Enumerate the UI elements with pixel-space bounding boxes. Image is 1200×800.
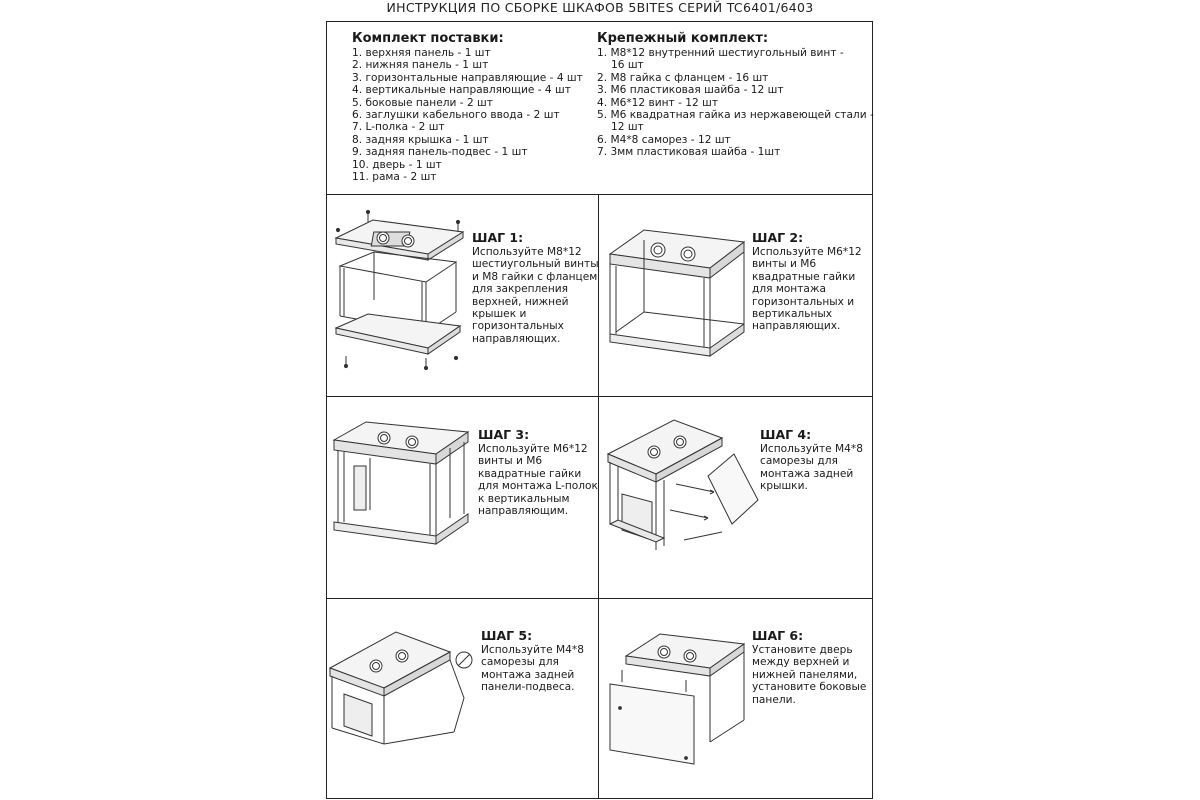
- step-1-title: ШАГ 1:: [472, 230, 524, 245]
- kit-item: 9. задняя панель-подвес - 1 шт: [352, 146, 528, 159]
- fastener-item: [597, 72, 874, 84]
- divider: [326, 194, 873, 195]
- fastener-item: [597, 109, 874, 134]
- kit-item: 6. заглушки кабельного ввода - 2 шт: [352, 109, 560, 122]
- step-5-text: Используйте М4*8 саморезы для монтажа задней панели-подвеса.: [481, 644, 584, 694]
- fasteners-list: [597, 31, 874, 159]
- document-title: ИНСТРУКЦИЯ ПО СБОРКЕ ШКАФОВ 5BITES СЕРИЙ TC6401/6403: [386, 0, 814, 15]
- step2-cabinet-frame-illustration: [606, 224, 748, 358]
- divider: [326, 396, 873, 397]
- step1-exploded-cabinet-illustration: [328, 208, 468, 378]
- step-4: [760, 427, 863, 493]
- fastener-item: [597, 134, 874, 146]
- divider: [326, 598, 873, 599]
- step5-rear-hanging-panel-illustration: [326, 628, 476, 746]
- step-6-title: ШАГ 6:: [752, 628, 804, 643]
- fastener-text: 1. М8*12 внутренний шестиугольный винт -: [597, 47, 844, 59]
- fasteners-heading: Крепежный комплект:: [597, 31, 769, 46]
- step-1-text: Используйте М8*12 шестиугольный винты и М8 гайки с фланцем для закрепления верхней, нижней крышек и горизонтальных направляющих.: [472, 246, 599, 345]
- kit-item: 4. вертикальные направляющие - 4 шт: [352, 84, 571, 97]
- step-4-text: Используйте М4*8 саморезы для монтажа задней крышки.: [760, 443, 863, 493]
- kit-item: 5. боковые панели - 2 шт: [352, 96, 493, 109]
- step-2-title: ШАГ 2:: [752, 230, 804, 245]
- kit-list: [352, 31, 583, 183]
- fastener-continuation: 16 шт: [611, 59, 644, 72]
- fastener-text: 2. М8 гайка с фланцем - 16 шт: [597, 71, 769, 84]
- step4-rear-cover-illustration: [604, 414, 764, 554]
- step-2-text: Используйте М6*12 винты и М6 квадратные гайки для монтажа горизонтальных и вертикальных направляющих.: [752, 246, 862, 333]
- step-6: [752, 628, 866, 706]
- kit-item: 1. верхняя панель - 1 шт: [352, 47, 491, 59]
- fastener-text: 4. М6*12 винт - 12 шт: [597, 96, 718, 109]
- kit-item: 7. L-полка - 2 шт: [352, 121, 445, 134]
- step6-door-install-illustration: [606, 630, 748, 766]
- step-5-title: ШАГ 5:: [481, 628, 533, 643]
- step-2: [752, 230, 862, 333]
- step-3-text: Используйте М6*12 винты и М6 квадратные гайки для монтажа L-полок к вертикальным направляющим.: [478, 443, 598, 518]
- fastener-item: [597, 47, 874, 72]
- step-5: [481, 628, 584, 694]
- step-3-title: ШАГ 3:: [478, 427, 530, 442]
- fastener-continuation: 12 шт: [611, 121, 644, 134]
- kit-item: 11. рама - 2 шт: [352, 171, 437, 184]
- fastener-text: 3. М6 пластиковая шайба - 12 шт: [597, 84, 784, 97]
- fastener-text: 6. М4*8 саморез - 12 шт: [597, 133, 731, 146]
- kit-item: 2. нижняя панель - 1 шт: [352, 59, 489, 72]
- fastener-item: [597, 84, 874, 96]
- fastener-text: 5. М6 квадратная гайка из нержавеющей стали -: [597, 109, 874, 122]
- fastener-item: [597, 97, 874, 109]
- fastener-text: 7. 3мм пластиковая шайба - 1шт: [597, 146, 781, 159]
- fastener-item: [597, 146, 874, 158]
- step-6-text: Установите дверь между верхней и нижней панелями, установите боковые панели.: [752, 644, 867, 706]
- step3-l-shelf-illustration: [330, 418, 472, 550]
- kit-item: 3. горизонтальные направляющие - 4 шт: [352, 71, 583, 84]
- kit-item: 8. задняя крышка - 1 шт: [352, 133, 489, 146]
- step-3: [478, 427, 598, 517]
- kit-heading: Комплект поставки:: [352, 31, 504, 46]
- kit-item: 10. дверь - 1 шт: [352, 158, 442, 171]
- step-1: [472, 230, 599, 345]
- step-4-title: ШАГ 4:: [760, 427, 812, 442]
